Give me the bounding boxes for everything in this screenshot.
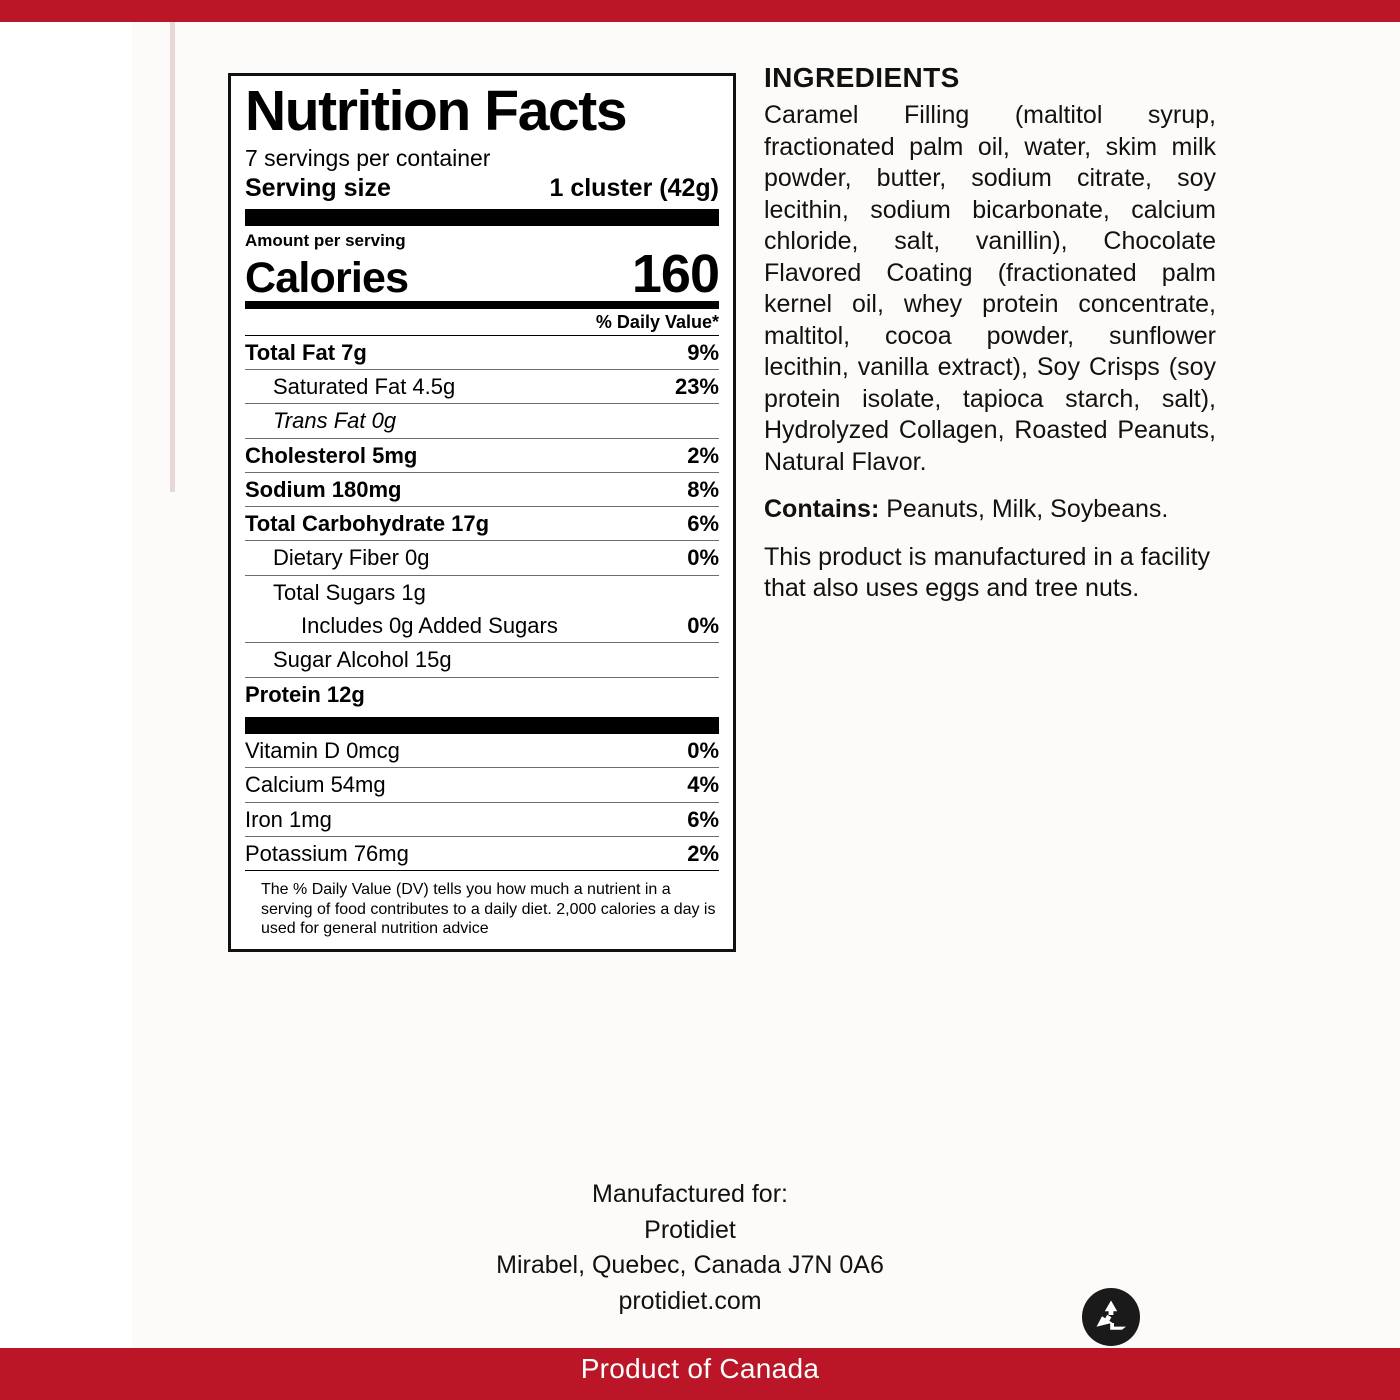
manufacturer-address: Mirabel, Quebec, Canada J7N 0A6 [496, 1251, 884, 1279]
nutrient-row-total-carbohydrate [245, 507, 719, 540]
allergen-facility-note: This product is manufactured in a facility that also uses eggs and tree nuts. [764, 542, 1211, 602]
nutrient-name: Sugar Alcohol 15g [273, 647, 452, 673]
nutrient-dv: 8% [687, 476, 719, 502]
nutrient-row-cholesterol [245, 439, 719, 472]
nutrient-dv: 23% [674, 374, 719, 399]
divider-thick-2 [245, 717, 719, 734]
divider-thick-1 [245, 209, 719, 226]
nutrient-row-sugar-alcohol [245, 643, 719, 676]
nutrient-row-total-fat [245, 336, 719, 369]
serving-size-label: Serving size [245, 173, 391, 202]
nutrient-name: Calcium 54mg [245, 772, 386, 798]
nutrient-row-saturated-fat [245, 370, 719, 403]
nutrient-dv: 0% [687, 613, 719, 639]
manufactured-for-line: Manufactured for: [592, 1180, 788, 1208]
nutrient-dv: 0% [687, 545, 719, 571]
amount-per-serving-label: Amount per serving [245, 230, 406, 250]
allergen-contains [764, 494, 1216, 526]
nutrient-dv: 0% [687, 737, 719, 763]
nutrient-name: Total Sugars 1g [273, 579, 426, 605]
nutrient-row-trans-fat [245, 404, 719, 437]
serving-size-row [245, 173, 719, 203]
ingredients-list: Caramel Filling (maltitol syrup, fractionated palm oil, water, skim milk powder, butter, sodium citrate, soy lecithin, sodium bicarbonate, calcium chloride, salt, vanillin), Chocolate Flavored Coating (fractionated palm kernel oil, whey protein concentrate, maltitol, cocoa powder, sunflower lecithin, vanilla extract), Soy Crisps (soy protein isolate, tapioca starch, salt), Hydrolyzed Collagen, Roasted Peanuts, Natural Flavor. [764, 101, 1216, 476]
calories-value: 160 [631, 243, 719, 304]
nutrient-row-protein [245, 678, 719, 711]
nutrient-name: Potassium 76mg [245, 840, 409, 866]
left-pink-crease [170, 22, 175, 492]
manufacturer-name: Protidiet [644, 1215, 736, 1244]
daily-value-header: % Daily Value* [595, 311, 719, 332]
micronutrient-row-iron [245, 803, 719, 836]
nutrient-name: Saturated Fat 4.5g [273, 374, 456, 399]
allergen-contains-label: Contains: [764, 495, 880, 523]
micronutrient-row-calcium [245, 768, 719, 801]
nutrition-facts-title: Nutrition Facts [245, 79, 627, 143]
recycle-icon [1082, 1288, 1140, 1346]
micronutrient-row-potassium [245, 837, 719, 870]
nutrient-row-dietary-fiber [245, 541, 719, 574]
top-red-band [0, 0, 1400, 22]
nutrient-name: Vitamin D 0mcg [245, 737, 400, 763]
nutrient-row-sodium [245, 473, 719, 506]
manufacturer-block [360, 1177, 1020, 1319]
ingredients-section [764, 62, 1216, 605]
nutrient-name: Protein 12g [245, 681, 365, 707]
calories-row [245, 243, 719, 304]
nutrient-dv: 2% [687, 442, 719, 468]
nutrient-name: Dietary Fiber 0g [273, 545, 430, 571]
nutrient-name: Includes 0g Added Sugars [301, 613, 558, 639]
nutrient-dv: 6% [687, 806, 719, 832]
nutrient-name: Trans Fat 0g [273, 408, 397, 434]
product-origin-label: Product of Canada [580, 1353, 820, 1384]
manufacturer-website: protidiet.com [618, 1286, 762, 1315]
daily-value-footnote: The % Daily Value (DV) tells you how much a nutrient in a serving of food contributes to a daily diet. 2,000 calories a day is used for general nutrition advice [261, 881, 716, 938]
nutrient-row-total-sugars [245, 576, 719, 609]
serving-size-value: 1 cluster (42g) [549, 173, 719, 202]
nutrient-name: Total Fat 7g [245, 339, 367, 365]
nutrient-name: Total Carbohydrate 17g [245, 511, 490, 537]
allergen-contains-value: Peanuts, Milk, Soybeans. [886, 495, 1169, 523]
calories-label: Calories [245, 253, 409, 302]
nutrient-row-added-sugars [245, 609, 719, 642]
nutrient-name: Cholesterol 5mg [245, 442, 418, 468]
nutrient-name: Sodium 180mg [245, 476, 402, 502]
nutrient-dv: 9% [687, 339, 719, 365]
nutrient-name: Iron 1mg [245, 806, 332, 832]
nutrition-facts-panel [228, 73, 736, 952]
nutrient-dv: 2% [687, 840, 719, 866]
nutrient-dv: 4% [687, 772, 719, 798]
left-white-edge [0, 22, 132, 1348]
ingredients-heading: INGREDIENTS [764, 62, 960, 93]
nutrient-dv: 6% [687, 511, 719, 537]
servings-per-container: 7 servings per container [245, 145, 491, 172]
micronutrient-row-vitamin-d [245, 734, 719, 767]
